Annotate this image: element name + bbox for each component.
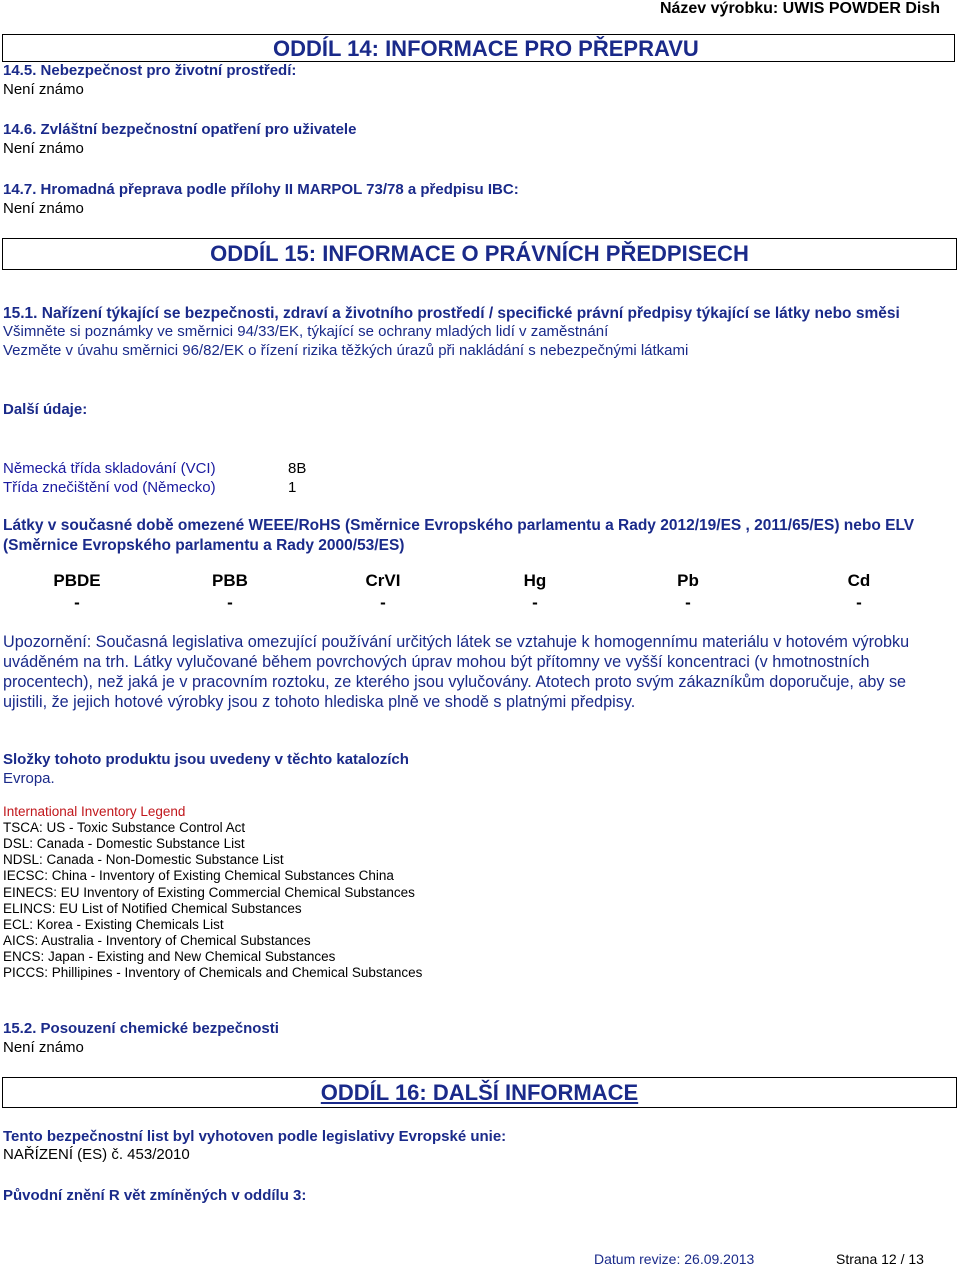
storage-class-value: 8B xyxy=(288,460,307,477)
s15-1-line2: Vezměte v úvahu směrnici 96/82/EK o řízení rizika těžkých úrazů při nakládání s nebezpečnými látkami xyxy=(3,342,689,359)
s14-7-value: Není známo xyxy=(3,200,84,217)
water-class-label: Třída znečištění vod (Německo) xyxy=(3,479,216,496)
metal-name: PBDE xyxy=(53,571,101,590)
warning-paragraph: Upozornění: Současná legislativa omezující používání určitých látek se vztahuje k homogennímu materiálu v hotovém výrobku uváděném na trh. Látky vylučované během povrchových úprav mohou být přítomny ve vyšší koncentraci (v hmotnostních procentech), než jaká je v pracovním roztoku, ze kterého jsou vylučovány. Atotech proto svým zákazníkům doporučuje, aby se ujistili, že jejich hotové výrobky jsou z tohoto hlediska plně ve shodě s platnými předpisy. xyxy=(3,633,910,711)
s14-6-value: Není známo xyxy=(3,140,84,157)
metal-value: - xyxy=(227,593,233,612)
inventory-legend-item: PICCS: Phillipines - Inventory of Chemicals and Chemical Substances xyxy=(3,965,423,980)
inventory-legend-title: International Inventory Legend xyxy=(3,804,186,819)
metal-name: Cd xyxy=(847,571,871,590)
catalog-value: Evropa. xyxy=(3,770,55,787)
page-number: Strana 12 / 13 xyxy=(836,1251,924,1267)
s15-2-heading: 15.2. Posouzení chemické bezpečnosti xyxy=(3,1020,279,1037)
metal-col-cd xyxy=(799,571,919,613)
s14-7-heading: 14.7. Hromadná přeprava podle přílohy II MARPOL 73/78 a předpisu IBC: xyxy=(3,181,519,198)
further-info-heading: Další údaje: xyxy=(3,401,88,418)
metal-value: - xyxy=(380,593,386,612)
s14-5-value: Není známo xyxy=(3,81,84,98)
metal-col-hg xyxy=(475,571,595,613)
s14-6-heading: 14.6. Zvláštní bezpečnostní opatření pro uživatele xyxy=(3,121,357,138)
metal-name: PBB xyxy=(212,571,248,590)
section-15-title-text: ODDÍL 15: INFORMACE O PRÁVNÍCH PŘEDPISECH xyxy=(210,241,749,266)
inventory-legend-item: ENCS: Japan - Existing and New Chemical Substances xyxy=(3,949,336,964)
catalog-heading: Složky tohoto produktu jsou uvedeny v těchto katalozích xyxy=(3,751,409,768)
inventory-legend-item: ECL: Korea - Existing Chemicals List xyxy=(3,917,224,932)
metal-value: - xyxy=(685,593,691,612)
inventory-legend-item: IECSC: China - Inventory of Existing Chemical Substances China xyxy=(3,868,394,883)
metal-name: Pb xyxy=(677,571,699,590)
section-16-title-text: ODDÍL 16: DALŠÍ INFORMACE xyxy=(320,1080,639,1105)
metal-value: - xyxy=(532,593,538,612)
metal-name: Hg xyxy=(523,571,547,590)
weee-line1: Látky v současné době omezené WEEE/RoHS (Směrnice Evropského parlamentu a Rady 2012/19/ES , 2011/65/ES) nebo ELV xyxy=(3,517,915,534)
inventory-legend-item: DSL: Canada - Domestic Substance List xyxy=(3,836,245,851)
section-16-title xyxy=(2,1077,957,1108)
s14-5-heading: 14.5. Nebezpečnost pro životní prostředí: xyxy=(3,62,297,79)
water-class-value: 1 xyxy=(288,479,297,496)
inventory-legend-item: EINECS: EU Inventory of Existing Commercial Chemical Substances xyxy=(3,885,415,900)
legislation-value: NAŘÍZENÍ (ES) č. 453/2010 xyxy=(3,1146,190,1163)
metal-col-pbde xyxy=(17,571,137,613)
metal-value: - xyxy=(856,593,862,612)
revision-date: Datum revize: 26.09.2013 xyxy=(594,1251,755,1267)
metal-name: CrVI xyxy=(365,571,401,590)
metal-value: - xyxy=(74,593,80,612)
inventory-legend-item: AICS: Australia - Inventory of Chemical Substances xyxy=(3,933,311,948)
s15-1-heading: 15.1. Nařízení týkající se bezpečnosti, zdraví a životního prostředí / specifické právní předpisy týkající se látky nebo směsi xyxy=(3,305,900,322)
storage-class-label: Německá třída skladování (VCI) xyxy=(3,460,216,477)
r-phrases-heading: Původní znění R vět zmíněných v oddílu 3: xyxy=(3,1187,307,1204)
weee-line2: (Směrnice Evropského parlamentu a Rady 2000/53/ES) xyxy=(3,537,405,554)
restricted-substances-table xyxy=(0,571,960,621)
s15-2-value: Není známo xyxy=(3,1039,84,1056)
section-15-title xyxy=(2,238,957,270)
inventory-legend-item: ELINCS: EU List of Notified Chemical Substances xyxy=(3,901,302,916)
inventory-legend-item: NDSL: Canada - Non-Domestic Substance List xyxy=(3,852,284,867)
metal-col-pbb xyxy=(170,571,290,613)
product-name-header: Název výrobku: UWIS POWDER Dish xyxy=(659,0,940,17)
section-14-title xyxy=(2,34,955,62)
inventory-legend-item: TSCA: US - Toxic Substance Control Act xyxy=(3,820,246,835)
metal-col-pb xyxy=(628,571,748,613)
s15-1-line1: Všimněte si poznámky ve směrnici 94/33/EK, týkající se ochrany mladých lidí v zaměstnání xyxy=(3,323,609,340)
legislation-heading: Tento bezpečnostní list byl vyhotoven podle legislativy Evropské unie: xyxy=(3,1128,507,1145)
section-14-title-text: ODDÍL 14: INFORMACE PRO PŘEPRAVU xyxy=(273,36,699,61)
metal-col-crvi xyxy=(323,571,443,613)
